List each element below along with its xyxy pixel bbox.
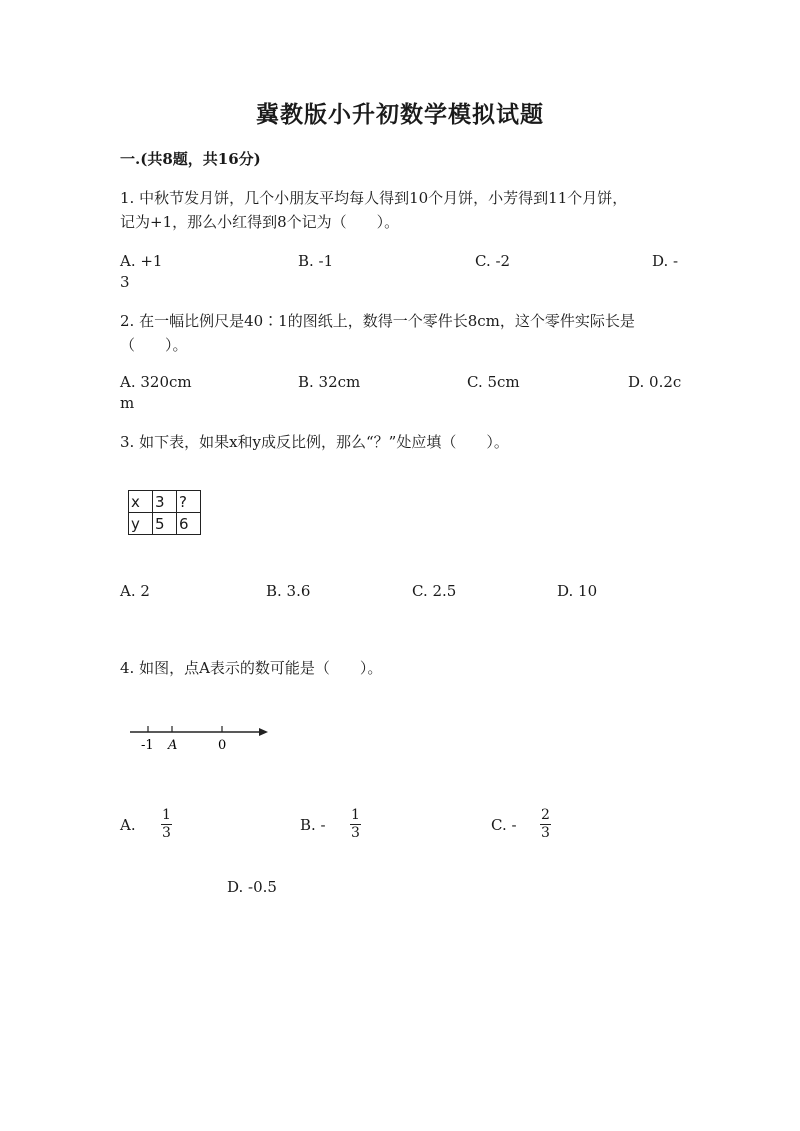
fraction-numerator: 2 — [541, 807, 550, 823]
question-1-option-c: C. -2 — [475, 252, 511, 270]
question-2-option-a: A. 320cm — [120, 373, 192, 391]
table-cell: 6 — [177, 513, 201, 535]
xy-table — [128, 490, 201, 535]
number-line-arrow — [259, 728, 268, 736]
table-cell: y — [129, 513, 153, 535]
question-4-stem: 4. 如图，点A表示的数可能是（ ）。 — [120, 659, 383, 677]
question-2-stem-line2: （ ）。 — [120, 336, 188, 354]
question-4-option-d: D. -0.5 — [227, 878, 277, 896]
table-row — [129, 513, 201, 535]
table-cell: ? — [177, 491, 201, 513]
question-1-stem-line2: 记为+1，那么小红得到8个记为（ ）。 — [120, 213, 400, 231]
fraction-numerator: 1 — [162, 807, 171, 823]
question-1-option-b: B. -1 — [298, 252, 334, 270]
question-2-option-d: D. 0.2c — [628, 373, 682, 391]
table-row — [129, 491, 201, 513]
question-3-stem: 3. 如下表，如果x和y成反比例，那么“？”处应填（ ）。 — [120, 433, 509, 451]
label-a: A — [168, 738, 178, 753]
table-cell: x — [129, 491, 153, 513]
option-c-fraction — [540, 808, 551, 841]
question-4-option-a: A. — [120, 816, 136, 834]
question-4-option-c: C. - — [491, 816, 517, 834]
page-title: 冀教版小升初数学模拟试题 — [256, 101, 544, 128]
question-1-option-d: D. - — [652, 252, 679, 270]
number-line — [128, 720, 273, 756]
question-2-option-c: C. 5cm — [467, 373, 520, 391]
question-3-option-b: B. 3.6 — [266, 582, 311, 600]
option-a-fraction — [161, 808, 172, 841]
fraction-denominator: 3 — [541, 825, 550, 841]
question-2-option-b: B. 32cm — [298, 373, 361, 391]
question-4-option-b: B. - — [300, 816, 326, 834]
label-minus-one: -1 — [141, 738, 154, 753]
section-heading: 一.(共8题，共16分) — [120, 150, 261, 168]
fraction-numerator: 1 — [351, 807, 360, 823]
question-1-option-d-wrap: 3 — [120, 273, 130, 291]
table-cell: 3 — [153, 491, 177, 513]
option-b-fraction — [350, 808, 361, 841]
question-1-option-a: A. +1 — [120, 252, 163, 270]
fraction-denominator: 3 — [351, 825, 360, 841]
question-2-stem-line1: 2. 在一幅比例尺是40∶1的图纸上，数得一个零件长8cm，这个零件实际长是 — [120, 312, 635, 330]
question-2-option-d-wrap: m — [120, 394, 135, 412]
table-cell: 5 — [153, 513, 177, 535]
question-3-option-c: C. 2.5 — [412, 582, 457, 600]
label-zero: 0 — [218, 738, 227, 753]
question-3-option-d: D. 10 — [557, 582, 598, 600]
question-3-option-a: A. 2 — [120, 582, 150, 600]
fraction-denominator: 3 — [162, 825, 171, 841]
question-1-stem-line1: 1. 中秋节发月饼，几个小朋友平均每人得到10个月饼，小芳得到11个月饼， — [120, 189, 628, 207]
